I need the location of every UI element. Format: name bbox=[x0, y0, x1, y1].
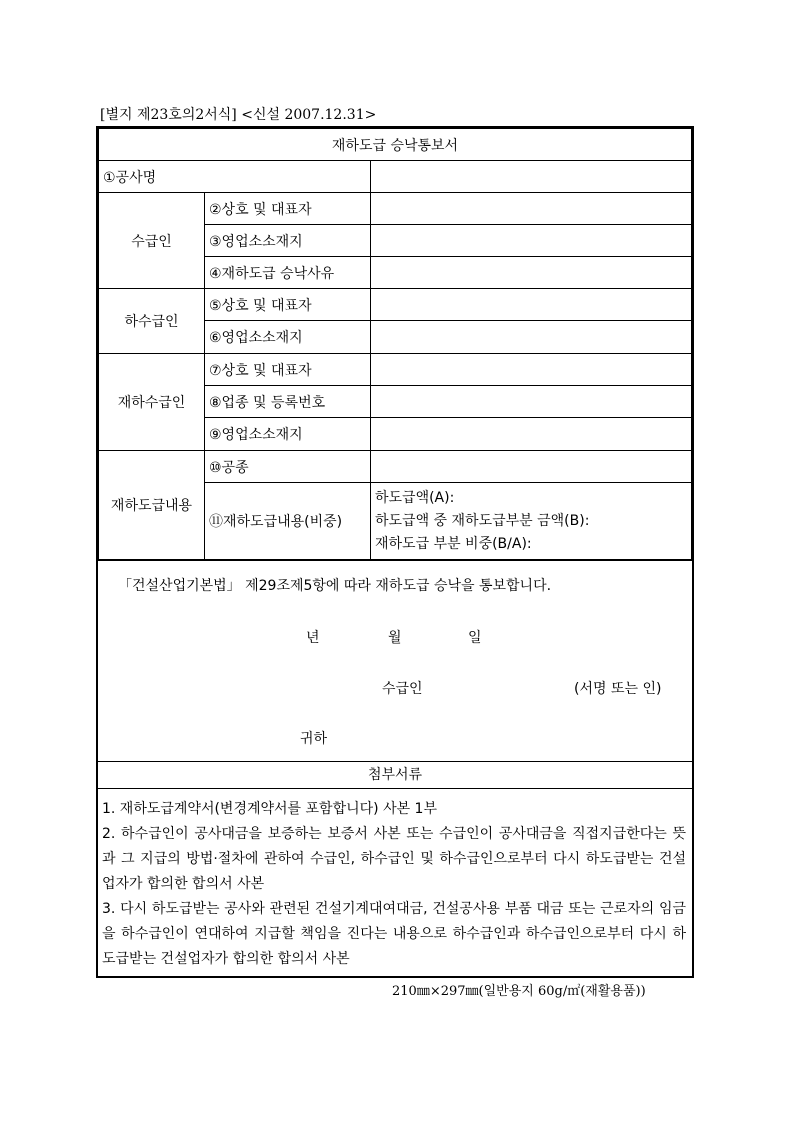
resubcontractor-address-label: ⑨영업소소재지 bbox=[205, 418, 371, 451]
project-name-field[interactable] bbox=[371, 161, 692, 193]
resubcontractor-name-label: ⑦상호 및 대표자 bbox=[205, 354, 371, 386]
subcontractor-address-label: ⑥영업소소재지 bbox=[205, 321, 371, 354]
notice-statement: 「건설산업기본법」 제29조제5항에 따라 재하도급 승낙을 통보합니다. bbox=[118, 578, 552, 594]
attachment-item: 2. 하수급인이 공사대금을 보증하는 보증서 사본 또는 수급인이 공사대금을 직접지급한다는 뜻과 그 지급의 방법·절차에 관하여 수급인, 하수급인 및 하수급인으로부터 다시 하도급받는 건설업자가 합의한 합의서 사본 bbox=[102, 826, 686, 892]
work-type-label: ⑩공종 bbox=[205, 451, 371, 483]
signature-label: (서명 또는 인) bbox=[574, 681, 662, 697]
project-name-label: ①공사명 bbox=[99, 161, 371, 193]
attachment-item: 1. 재하도급계약서(변경계약서를 포함합니다) 사본 1부 bbox=[102, 801, 437, 817]
contractor-group-label: 수급인 bbox=[99, 193, 205, 289]
amount-field[interactable] bbox=[371, 483, 692, 560]
notice-section bbox=[98, 560, 692, 761]
contractor-address-label: ③영업소소재지 bbox=[205, 225, 371, 257]
contractor-name-field[interactable] bbox=[371, 193, 692, 225]
resubcontractor-address-field[interactable] bbox=[371, 418, 692, 451]
form-title: 재하도급 승낙통보서 bbox=[99, 129, 692, 161]
date-year-label: 년 bbox=[306, 630, 320, 646]
contractor-name-label: ②상호 및 대표자 bbox=[205, 193, 371, 225]
approval-reason-label: ④재하도급 승낙사유 bbox=[205, 257, 371, 289]
contractor-sign-label: 수급인 bbox=[382, 681, 423, 697]
resubcontractor-group-label: 재하수급인 bbox=[99, 354, 205, 451]
subcontractor-name-label: ⑤상호 및 대표자 bbox=[205, 289, 371, 321]
work-type-field[interactable] bbox=[371, 451, 692, 483]
resubcontractor-name-field[interactable] bbox=[371, 354, 692, 386]
approval-reason-field[interactable] bbox=[371, 257, 692, 289]
subcontract-approval-form bbox=[96, 126, 694, 978]
resub-amount-line: 하도급액 중 재하도급부분 금액(B): bbox=[375, 512, 590, 529]
resubcontractor-registration-field[interactable] bbox=[371, 386, 692, 418]
paper-size-note: 210㎜×297㎜(일반용지 60g/㎡(재활용품)) bbox=[392, 984, 646, 999]
attachment-item: 3. 다시 하도급받는 공사와 관련된 건설기계대여대금, 건설공사용 부품 대금 또는 근로자의 임금을 하수급인이 연대하여 지급할 책임을 진다는 내용으로 하수급인과 하수급인으로부터 다시 하도급받는 건설업자가 합의한 합의서 사본 bbox=[102, 901, 686, 967]
date-day-label: 일 bbox=[468, 630, 482, 646]
attachments-list bbox=[98, 789, 692, 976]
form-number-note: [별지 제23호의2서식] <신설 2007.12.31> bbox=[100, 107, 377, 123]
form-table bbox=[98, 128, 692, 560]
resub-content-group-label: 재하도급내용 bbox=[99, 451, 205, 560]
addressee-label: 귀하 bbox=[300, 731, 328, 747]
subcontract-amount-line: 하도급액(A): bbox=[375, 489, 455, 506]
contractor-address-field[interactable] bbox=[371, 225, 692, 257]
resubcontractor-registration-label: ⑧업종 및 등록번호 bbox=[205, 386, 371, 418]
resub-content-share-label: ⑪재하도급내용(비중) bbox=[205, 483, 371, 560]
subcontractor-group-label: 하수급인 bbox=[99, 289, 205, 354]
date-month-label: 월 bbox=[388, 630, 402, 646]
attachments-title: 첨부서류 bbox=[98, 761, 692, 789]
subcontractor-name-field[interactable] bbox=[371, 289, 692, 321]
resub-ratio-line: 재하도급 부분 비중(B/A): bbox=[375, 535, 532, 552]
subcontractor-address-field[interactable] bbox=[371, 321, 692, 354]
